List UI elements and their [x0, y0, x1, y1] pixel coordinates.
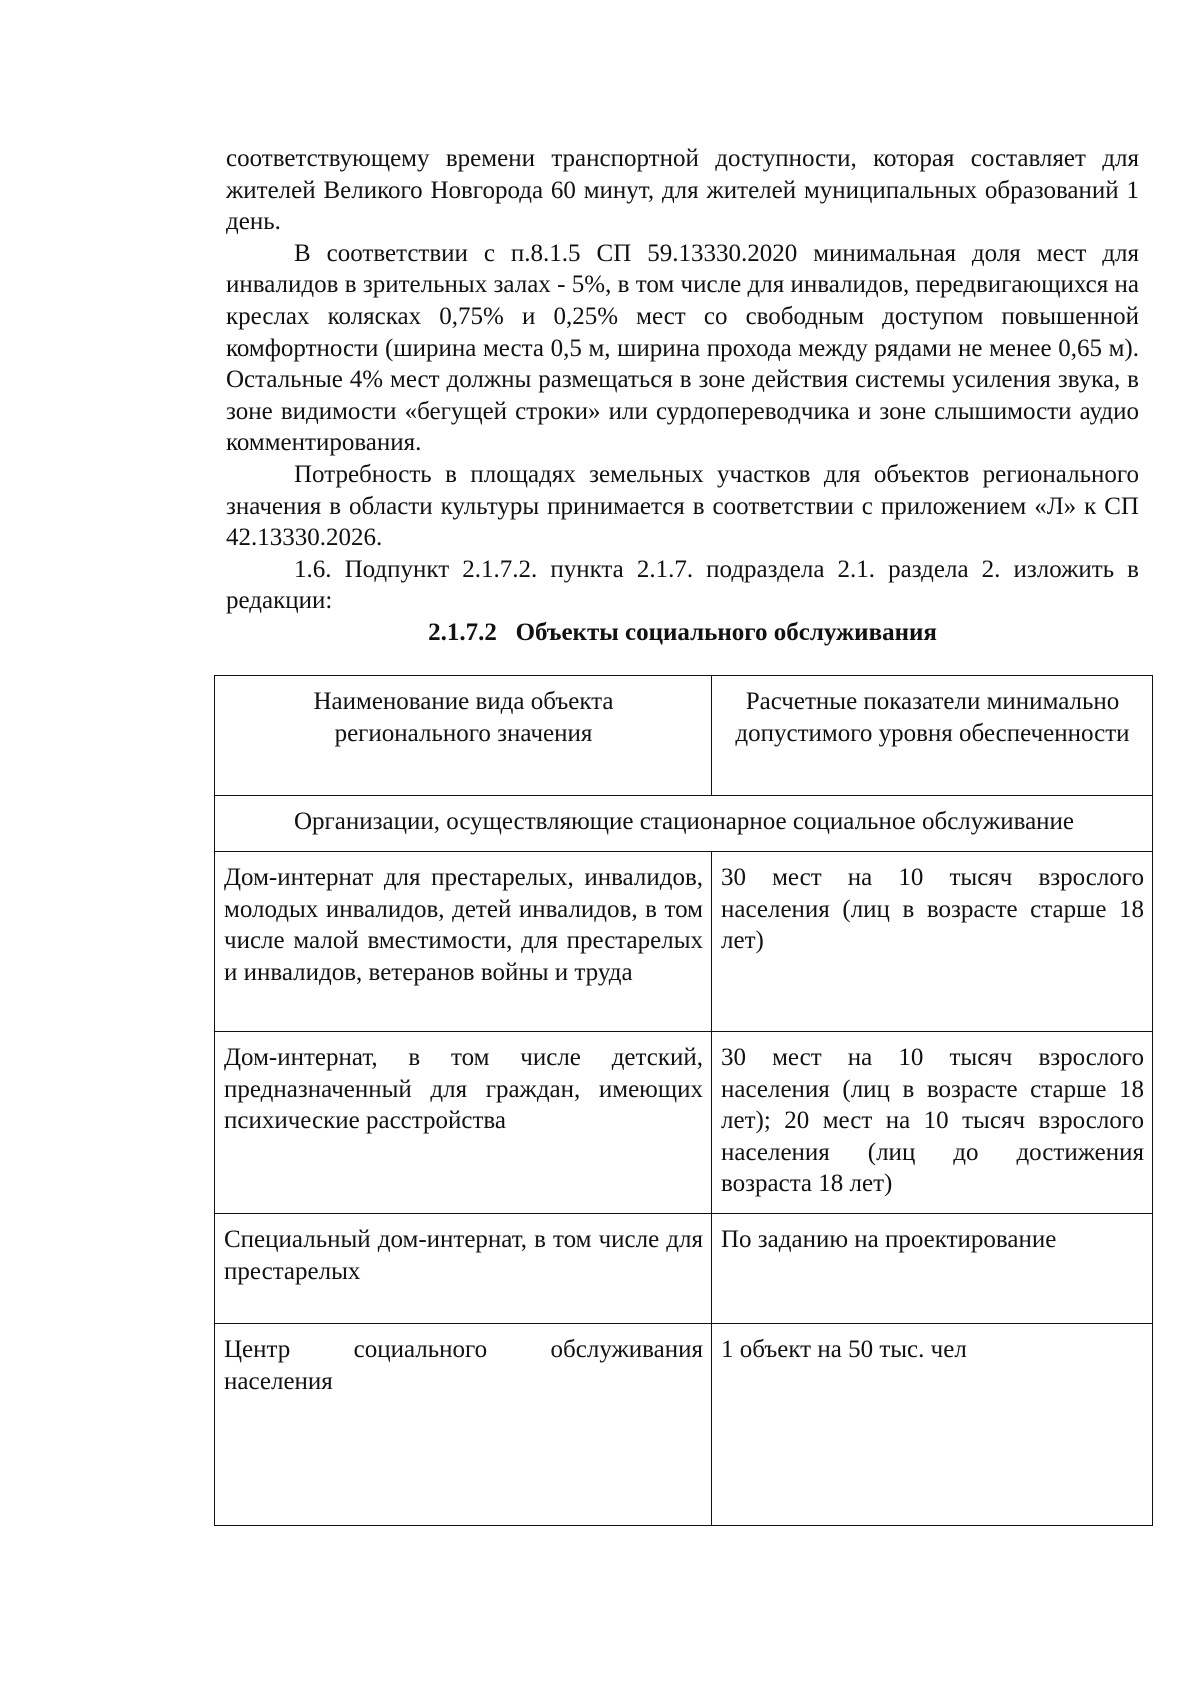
row-value-text: По заданию на проектирование [721, 1226, 1057, 1253]
row-name-text: Дом-интернат, в том числе детский, предназначенный для граждан, имеющих психические расстройства [224, 1044, 703, 1134]
row-value-cell [712, 1324, 1153, 1526]
social-services-table [214, 675, 1153, 1526]
row-name-cell [215, 1214, 712, 1324]
land-requirements-paragraph: Потребность в площадях земельных участков для объектов регионального значения в области культуры принимается в соответствии с приложением «Л» к СП 42.13330.2026. [226, 460, 1139, 552]
row-value-text: 1 объект на 50 тыс. чел [721, 1336, 967, 1363]
header-right-text: Расчетные показатели минимально допустимого уровня обеспеченности [735, 688, 1130, 747]
row-name-cell [215, 1032, 712, 1214]
group-row [215, 796, 1153, 852]
row-value-text: 30 мест на 10 тысяч взрослого населения (лиц в возрасте старше 18 лет) [721, 864, 1144, 954]
row-name-cell [215, 852, 712, 1032]
accessibility-paragraph: В соответствии с п.8.1.5 СП 59.13330.2020 минимальная доля мест для инвалидов в зрительных залах - 5%, в том числе для инвалидов, передвигающихся на креслах колясках 0,75% и 0,25% мест со свободным доступом повышенной комфортности (ширина места 0,5 м, ширина прохода между рядами не менее 0,65 м). Остальные 4% мест должны размещаться в зоне действия системы усиления звука, в зоне видимости «бегущей строки» или сурдопереводчика и зоне слышимости аудио комментирования. [226, 239, 1139, 457]
header-left-text: Наименование вида объекта регионального значения [313, 688, 614, 747]
row-value-cell [712, 852, 1153, 1032]
row-value-text: 30 мест на 10 тысяч взрослого населения (лиц в возрасте старше 18 лет); 20 мест на 10 тысяч взрослого населения (лиц до достижения возраста 18 лет) [721, 1044, 1144, 1197]
row-name-text: Специальный дом-интернат, в том числе для престарелых [224, 1226, 703, 1285]
body-text [226, 143, 1139, 617]
table-row [215, 1032, 1153, 1214]
table-row [215, 1324, 1153, 1526]
row-value-cell [712, 1032, 1153, 1214]
row-name-cell [215, 1324, 712, 1526]
amendment-paragraph: 1.6. Подпункт 2.1.7.2. пункта 2.1.7. подраздела 2.1. раздела 2. изложить в редакции: [226, 555, 1139, 615]
group-row-text: Организации, осуществляющие стационарное социальное обслуживание [293, 808, 1075, 835]
row-name-text: Дом-интернат для престарелых, инвалидов, молодых инвалидов, детей инвалидов, в том числе малой вместимости, для престарелых и инвалидов, ветеранов войны и труда [224, 864, 703, 986]
group-row-cell [215, 796, 1153, 852]
table-header-row [215, 676, 1153, 796]
row-value-cell [712, 1214, 1153, 1324]
intro-paragraph: соответствующему времени транспортной доступности, которая составляет для жителей Великого Новгорода 60 минут, для жителей муниципальных образований 1 день. [226, 145, 1139, 236]
table-row [215, 1214, 1153, 1324]
header-right-cell [712, 676, 1153, 796]
table-row [215, 852, 1153, 1032]
section-heading: 2.1.7.2 Объекты социального обслуживания [428, 619, 937, 646]
header-left-cell [215, 676, 712, 796]
row-name-text: Центр социального обслуживания населения [224, 1336, 703, 1395]
